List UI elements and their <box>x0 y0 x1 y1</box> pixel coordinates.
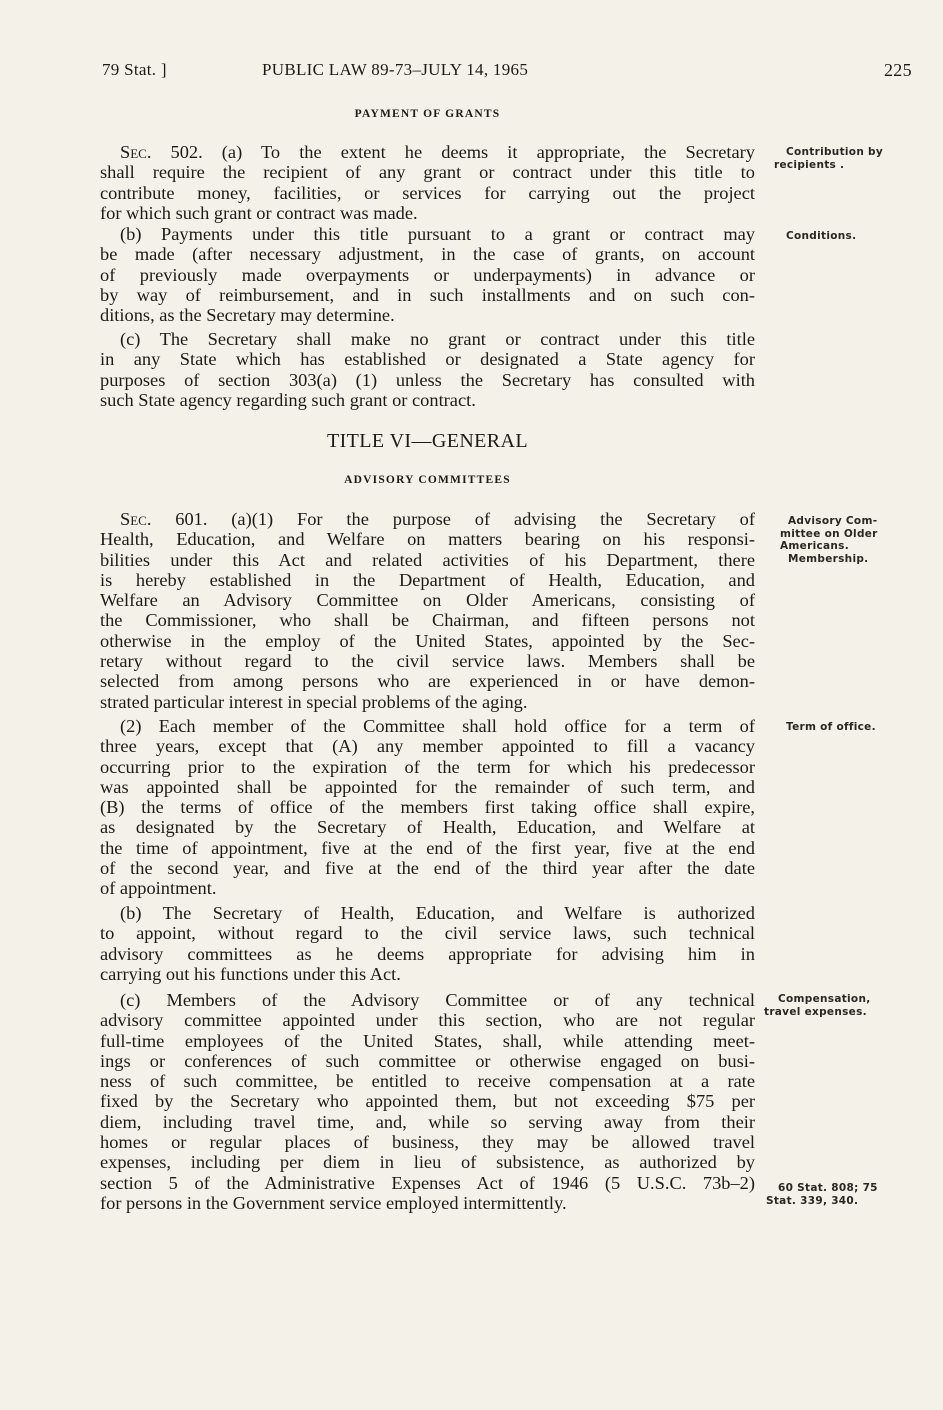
text-line: to appoint, without regard to the civil service laws, such technical <box>100 923 755 944</box>
sec-502-b <box>100 224 755 325</box>
section-heading-payment-of-grants: PAYMENT OF GRANTS <box>354 108 501 120</box>
margin-note-line: Advisory Com- <box>788 515 878 527</box>
text-line: three years, except that (A) any member appointed to fill a vacancy <box>100 736 755 757</box>
text-line: (2) Each member of the Committee shall hold office for a term of <box>120 716 755 736</box>
running-header-title: PUBLIC LAW 89-73–JULY 14, 1965 <box>262 60 529 79</box>
text-line: ditions, as the Secretary may determine. <box>100 305 395 326</box>
text-line: selected from among persons who are experienced in or have demon- <box>100 671 755 692</box>
text-line: Sec. 502. (a) To the extent he deems it appropriate, the Secretary <box>120 142 755 162</box>
margin-note-line: Term of office. <box>786 721 876 733</box>
text-line: (B) the terms of office of the members first taking office shall expire, <box>100 797 755 818</box>
text-line: advisory committees as he deems appropriate for advising him in <box>100 943 755 964</box>
margin-note-conditions <box>786 230 856 243</box>
text-line: by way of reimbursement, and in such installments and on such con- <box>100 284 755 305</box>
text-line: ings or conferences of such committee or otherwise engaged on busi- <box>100 1050 755 1071</box>
text-line: is hereby established in the Department of Health, Education, and <box>100 569 755 590</box>
text-line: section 5 of the Administrative Expenses Act of 1946 (5 U.S.C. 73b–2) <box>100 1172 755 1193</box>
text-line: of the second year, and five at the end of the third year after the date <box>100 858 755 879</box>
margin-note-line: Membership. <box>788 552 869 565</box>
sec-601-a-2 <box>100 716 755 899</box>
text-line: (b) The Secretary of Health, Education, and Welfare is authorized <box>120 903 755 923</box>
section-abbrev: Sec. <box>120 509 152 529</box>
text-line: (c) The Secretary shall make no grant or contract under this title <box>120 329 755 349</box>
text-line: such State agency regarding such grant or contract. <box>100 389 476 410</box>
margin-note-line: recipients . <box>774 158 845 171</box>
text-line: as designated by the Secretary of Health, Education, and Welfare at <box>100 817 755 838</box>
section-heading-advisory-committees: ADVISORY COMMITTEES <box>344 474 511 486</box>
sec-601-a-1 <box>100 509 755 712</box>
text-line: contribute money, facilities, or services for carrying out the project <box>100 182 755 203</box>
text-line: occurring prior to the expiration of the term for which his predecessor <box>100 756 755 777</box>
text-line: expenses, including per diem in lieu of subsistence, as authorized by <box>100 1152 755 1173</box>
margin-note-line: mittee on Older <box>780 527 878 540</box>
text-line: the Commissioner, who shall be Chairman, and fifteen persons not <box>100 610 755 631</box>
text-line: the time of appointment, five at the end of the first year, five at the end <box>100 837 755 858</box>
margin-note-line: travel expenses. <box>764 1005 867 1018</box>
text-line: (b) Payments under this title pursuant to a grant or contract may <box>120 224 755 244</box>
text-line: ness of such committee, be entitled to receive compensation at a rate <box>100 1071 755 1092</box>
margin-note-contribution <box>774 146 884 171</box>
text-line: of appointment. <box>100 878 217 899</box>
margin-note-line: Stat. 339, 340. <box>766 1194 859 1207</box>
margin-note-line: 60 Stat. 808; 75 <box>778 1182 878 1194</box>
margin-note-citation <box>766 1182 878 1207</box>
sec-502-c <box>100 329 755 410</box>
margin-note-line: Contribution by <box>786 146 884 158</box>
text-line: advisory committee appointed under this section, who are not regular <box>100 1010 755 1031</box>
text-line: full-time employees of the United States, shall, while attending meet- <box>100 1030 755 1051</box>
margin-note-term-of-office <box>786 721 876 734</box>
text-line: otherwise in the employ of the United States, appointed by the Sec- <box>100 630 755 651</box>
text-line: diem, including travel time, and, while so serving away from their <box>100 1111 755 1132</box>
text-line: retary without regard to the civil service laws. Members shall be <box>100 651 755 672</box>
text-line: carrying out his functions under this Act. <box>100 963 401 984</box>
text-line: fixed by the Secretary who appointed them, but not exceeding $75 per <box>100 1091 755 1112</box>
text-line: Welfare an Advisory Committee on Older Americans, consisting of <box>100 590 755 611</box>
text-line: in any State which has established or designated a State agency for <box>100 349 755 370</box>
sec-601-c <box>100 990 755 1213</box>
text-line: bilities under this Act and related activities of his Department, there <box>100 549 755 570</box>
sec-601-b <box>100 903 755 984</box>
margin-note-line: Compensation, <box>778 993 871 1005</box>
text-line: Sec. 601. (a)(1) For the purpose of advising the Secretary of <box>120 509 755 529</box>
margin-note-line: Americans. <box>780 540 849 552</box>
title-vi-heading: TITLE VI—GENERAL <box>327 430 528 452</box>
text-line: Health, Education, and Welfare on matters bearing on his responsi- <box>100 529 755 550</box>
margin-note-compensation <box>764 993 871 1018</box>
text-line: shall require the recipient of any grant or contract under this title to <box>100 162 755 183</box>
text-line: homes or regular places of business, they may be allowed travel <box>100 1132 755 1153</box>
section-abbrev: Sec. <box>120 142 152 162</box>
margin-note-advisory-committee <box>780 515 878 565</box>
page-number: 225 <box>884 60 912 80</box>
text-line: be made (after necessary adjustment, in the case of grants, on account <box>100 244 755 265</box>
text-line: of previously made overpayments or underpayments) in advance or <box>100 264 755 285</box>
text-line: for which such grant or contract was made. <box>100 202 418 223</box>
text-line: purposes of section 303(a) (1) unless the Secretary has consulted with <box>100 369 755 390</box>
running-header-volume: 79 Stat. ] <box>102 60 167 79</box>
margin-note-line: Conditions. <box>786 230 857 242</box>
sec-502-a <box>100 142 755 223</box>
text-line: was appointed shall be appointed for the remainder of such term, and <box>100 776 755 797</box>
text-line: (c) Members of the Advisory Committee or of any technical <box>120 990 755 1010</box>
text-line: for persons in the Government service employed intermittently. <box>100 1192 567 1213</box>
text-line: strated particular interest in special problems of the aging. <box>100 691 528 712</box>
